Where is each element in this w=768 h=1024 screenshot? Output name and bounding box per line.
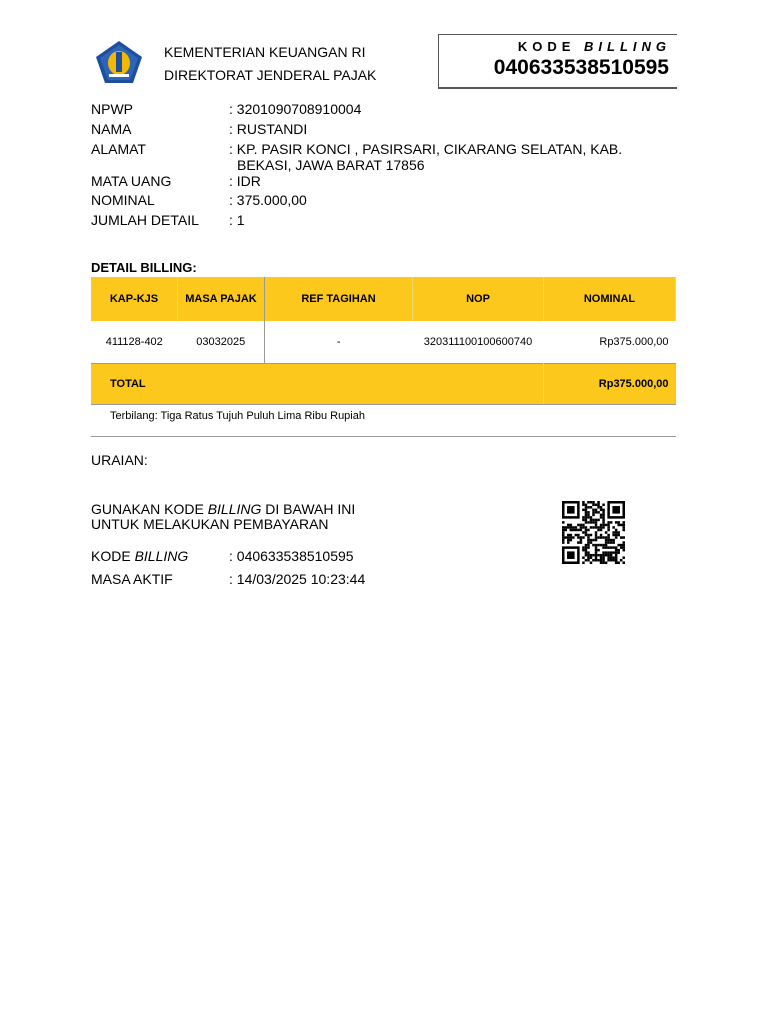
total-row (91, 364, 676, 405)
table-row (91, 321, 676, 364)
col-ref: REF TAGIHAN (265, 277, 413, 321)
qr-code (561, 501, 626, 564)
label: BILLING (134, 548, 189, 564)
payment-masa-aktif (91, 571, 366, 587)
value: : RUSTANDI (229, 121, 308, 137)
value: : 3201090708910004 (229, 101, 362, 117)
label: NAMA (91, 121, 132, 137)
cell-nop: 320311100100600740 (423, 336, 533, 348)
total-value: Rp375.000,00 (544, 364, 676, 405)
label: MATA UANG (91, 173, 172, 189)
terbilang: Terbilang: Tiga Ratus Tujuh Puluh Lima Ribu Rupiah (110, 410, 365, 422)
ministry-name: KEMENTERIAN KEUANGAN RI (164, 44, 366, 60)
label: KODE (91, 548, 135, 564)
label: MASA AKTIF (91, 571, 173, 587)
label: NOMINAL (91, 192, 155, 208)
cell-masa: 03032025 (178, 321, 265, 364)
kemenkeu-logo (95, 40, 143, 84)
info-jumlah-detail (91, 212, 245, 228)
info-nama (91, 121, 308, 137)
col-nominal: NOMINAL (544, 277, 676, 321)
cell-ref: - (336, 336, 341, 348)
total-label: TOTAL (91, 364, 544, 405)
value: : 14/03/2025 10:23:44 (229, 571, 366, 587)
divider (91, 436, 676, 437)
payment-instruction-2: UNTUK MELAKUKAN PEMBAYARAN (91, 516, 329, 532)
col-kap: KAP-KJS (91, 277, 178, 321)
cell-kap: 411128-402 (105, 336, 163, 348)
billing-table (91, 277, 676, 405)
value: : IDR (229, 173, 261, 189)
kode-label: KODE (517, 39, 584, 54)
info-nominal (91, 192, 307, 208)
cell-nominal: Rp375.000,00 (599, 336, 669, 348)
table-header (91, 277, 676, 321)
label: ALAMAT (91, 141, 146, 157)
directorate-name: DIREKTORAT JENDERAL PAJAK (164, 67, 377, 83)
t: GUNAKAN KODE (91, 501, 208, 517)
col-masa: MASA PAJAK (178, 277, 265, 321)
billing-label: BILLING (584, 39, 671, 54)
value: : 1 (229, 212, 245, 228)
detail-title: DETAIL BILLING: (91, 260, 197, 275)
col-nop: NOP (413, 277, 544, 321)
payment-instruction-1 (91, 501, 355, 517)
value: : 040633538510595 (229, 548, 354, 564)
kode-billing-box (438, 34, 677, 89)
t: DI BAWAH INI (261, 501, 356, 517)
value: : 375.000,00 (229, 192, 307, 208)
info-mata-uang (91, 173, 261, 189)
label: NPWP (91, 101, 133, 117)
info-npwp (91, 101, 362, 117)
value: : KP. PASIR KONCI , PASIRSARI, CIKARANG SELATAN, KAB. (229, 141, 623, 157)
value-line2: BEKASI, JAWA BARAT 17856 (237, 157, 425, 173)
label: JUMLAH DETAIL (91, 212, 199, 228)
info-alamat (91, 141, 623, 173)
payment-kode (91, 548, 354, 564)
kode-billing-value: 040633538510595 (493, 56, 669, 79)
t: BILLING (207, 501, 262, 517)
uraian-label: URAIAN: (91, 452, 148, 468)
